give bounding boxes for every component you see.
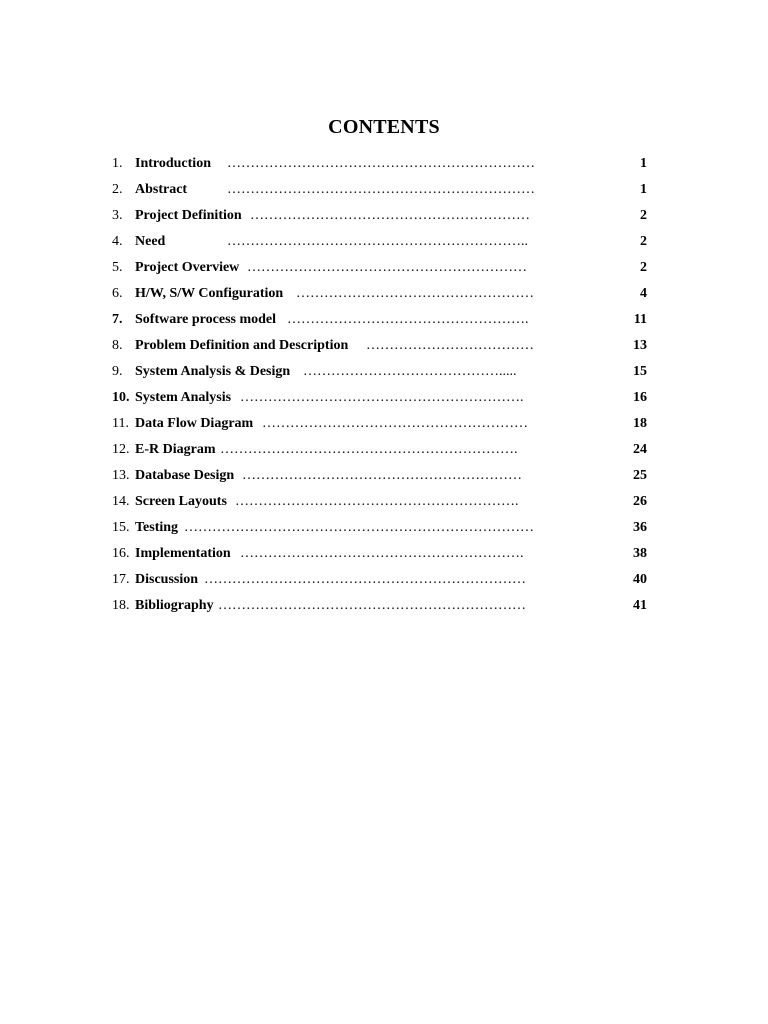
toc-entry bbox=[112, 281, 657, 307]
toc-entry bbox=[112, 255, 657, 281]
toc-entry-page: 38 bbox=[633, 546, 647, 561]
toc-entry-leader: ………………………………………………………. bbox=[220, 442, 518, 457]
toc-entry-label: Implementation bbox=[135, 546, 231, 561]
toc-entry-label: Database Design bbox=[135, 468, 235, 483]
toc-entry-leader: ……………………………………………………. bbox=[240, 546, 524, 561]
toc-entry-page: 15 bbox=[633, 364, 647, 379]
toc-entry-page: 1 bbox=[640, 182, 647, 197]
toc-entry-label: Project Definition bbox=[135, 208, 242, 223]
toc-entry bbox=[112, 541, 657, 567]
toc-entry bbox=[112, 411, 657, 437]
toc-entry-leader: ………………………………………………… bbox=[262, 416, 528, 431]
toc-entry-page: 40 bbox=[633, 572, 647, 587]
toc-entry bbox=[112, 359, 657, 385]
toc-entry-leader: …………………………………………… bbox=[296, 286, 534, 301]
toc-entry-number: 11. bbox=[112, 416, 129, 431]
toc-entry-label: Discussion bbox=[135, 572, 199, 587]
toc-entry-number: 18. bbox=[112, 598, 130, 613]
toc-entry-leader: ………………………………………………………… bbox=[227, 156, 535, 171]
toc-entry-page: 25 bbox=[633, 468, 647, 483]
toc-entry-number: 6. bbox=[112, 286, 123, 301]
toc-entry-number: 3. bbox=[112, 208, 123, 223]
toc-entry-number: 1. bbox=[112, 156, 123, 171]
toc-entry-page: 18 bbox=[633, 416, 647, 431]
toc-entry-label: Abstract bbox=[135, 182, 188, 197]
toc-entry-page: 41 bbox=[633, 598, 647, 613]
toc-entry-number: 16. bbox=[112, 546, 130, 561]
toc-entry-page: 36 bbox=[633, 520, 647, 535]
toc-entry-number: 9. bbox=[112, 364, 123, 379]
toc-entry-page: 4 bbox=[640, 286, 647, 301]
toc-entry-number: 2. bbox=[112, 182, 123, 197]
toc-entry-label: Problem Definition and Description bbox=[135, 338, 349, 353]
table-of-contents bbox=[112, 151, 657, 619]
toc-entry-label: Introduction bbox=[135, 156, 211, 171]
toc-entry-leader: ……………………………………………. bbox=[287, 312, 529, 327]
toc-entry-number: 4. bbox=[112, 234, 123, 249]
toc-entry bbox=[112, 593, 657, 619]
toc-entry bbox=[112, 385, 657, 411]
toc-entry-number: 13. bbox=[112, 468, 130, 483]
toc-entry-leader: ……………………………………………………. bbox=[240, 390, 524, 405]
toc-entry-page: 26 bbox=[633, 494, 647, 509]
toc-entry-page: 2 bbox=[640, 234, 647, 249]
toc-entry bbox=[112, 567, 657, 593]
toc-entry-number: 5. bbox=[112, 260, 123, 275]
toc-entry-label: System Analysis bbox=[135, 390, 232, 405]
toc-entry-number: 15. bbox=[112, 520, 130, 535]
toc-entry-page: 2 bbox=[640, 208, 647, 223]
toc-entry-leader: …………………………………………………… bbox=[242, 468, 522, 483]
toc-entry bbox=[112, 307, 657, 333]
toc-entry-leader: ……………………………………..... bbox=[303, 364, 517, 379]
toc-entry-label: Project Overview bbox=[135, 260, 240, 275]
toc-entry-label: Screen Layouts bbox=[135, 494, 227, 509]
toc-entry-label: System Analysis & Design bbox=[135, 364, 291, 379]
toc-entry-leader: …………………………………………………… bbox=[250, 208, 530, 223]
toc-entry-leader: ……………………………………………………. bbox=[235, 494, 519, 509]
toc-entry bbox=[112, 151, 657, 177]
page-title: CONTENTS bbox=[328, 116, 440, 138]
toc-entry-leader: ……………………………… bbox=[366, 338, 534, 353]
toc-entry bbox=[112, 229, 657, 255]
toc-entry-number: 10. bbox=[112, 390, 130, 405]
toc-entry-page: 16 bbox=[633, 390, 647, 405]
toc-entry-leader: …………………………………………………………… bbox=[204, 572, 526, 587]
toc-entry-leader: …………………………………………………… bbox=[247, 260, 527, 275]
toc-entry-label: Software process model bbox=[135, 312, 277, 327]
toc-entry bbox=[112, 515, 657, 541]
toc-entry bbox=[112, 177, 657, 203]
toc-entry bbox=[112, 333, 657, 359]
toc-entry-label: Testing bbox=[135, 520, 179, 535]
toc-entry-page: 13 bbox=[633, 338, 647, 353]
toc-entry bbox=[112, 463, 657, 489]
toc-entry-label: Data Flow Diagram bbox=[135, 416, 254, 431]
toc-entry-label: H/W, S/W Configuration bbox=[135, 286, 284, 301]
toc-entry-page: 24 bbox=[633, 442, 647, 457]
toc-entry-label: Bibliography bbox=[135, 598, 214, 613]
toc-entry-number: 12. bbox=[112, 442, 130, 457]
toc-entry-label: E-R Diagram bbox=[135, 442, 216, 457]
toc-entry-leader: ………………………………………………………… bbox=[227, 182, 535, 197]
toc-entry-number: 14. bbox=[112, 494, 130, 509]
toc-entry-leader: ………………………………………………………… bbox=[218, 598, 526, 613]
toc-entry-label: Need bbox=[135, 234, 166, 249]
toc-entry bbox=[112, 437, 657, 463]
toc-entry-leader: ……………………………………………………….. bbox=[227, 234, 528, 249]
toc-entry-page: 2 bbox=[640, 260, 647, 275]
toc-entry-number: 8. bbox=[112, 338, 123, 353]
toc-entry-number: 7. bbox=[112, 312, 123, 327]
toc-entry bbox=[112, 203, 657, 229]
toc-entry-page: 1 bbox=[640, 156, 647, 171]
toc-entry-number: 17. bbox=[112, 572, 130, 587]
toc-entry bbox=[112, 489, 657, 515]
toc-entry-leader: ………………………………………………………………… bbox=[184, 520, 534, 535]
toc-entry-page: 11 bbox=[633, 312, 647, 327]
